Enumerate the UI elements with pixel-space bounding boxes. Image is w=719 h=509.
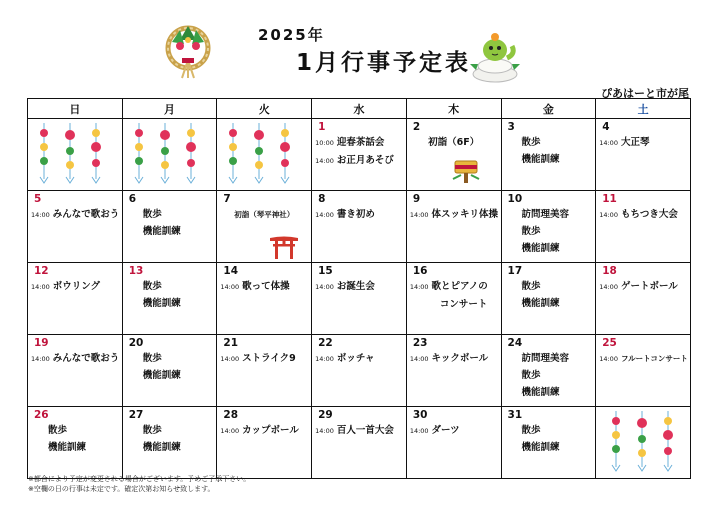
day-number: 13 <box>128 265 144 277</box>
event-item <box>505 367 593 384</box>
kagami-mochi-snake-icon <box>466 24 524 84</box>
day-cell <box>406 119 501 191</box>
weekday-thursday: 木 <box>406 99 501 119</box>
day-number: 17 <box>507 265 523 277</box>
event-text: もちつき大会 <box>620 209 678 220</box>
event-text: 機能訓練 <box>521 298 560 309</box>
day-cell <box>312 191 407 263</box>
event-item <box>315 206 403 224</box>
event-item <box>315 422 403 440</box>
day-number: 15 <box>318 265 333 277</box>
event-item <box>505 350 593 367</box>
day-number: 25 <box>602 337 617 349</box>
event-item <box>410 422 498 440</box>
event-item <box>31 439 119 456</box>
day-cell <box>596 335 691 407</box>
event-time: 14:00 <box>31 355 50 363</box>
event-text: 散歩 <box>142 425 162 436</box>
weekday-sunday: 日 <box>28 99 123 119</box>
day-cell <box>596 263 691 335</box>
event-item <box>126 206 214 223</box>
event-item <box>410 350 498 368</box>
event-text: 機能訓練 <box>521 442 560 453</box>
event-item <box>31 206 119 224</box>
event-text: 迎春茶話会 <box>336 137 385 148</box>
event-item <box>599 278 687 296</box>
day-cell <box>28 191 123 263</box>
event-text: 歌とピアノの <box>431 281 488 292</box>
hanging-charm-icon <box>221 123 305 185</box>
event-text: ストライク9 <box>242 353 296 364</box>
day-cell <box>406 263 501 335</box>
day-number: 1 <box>318 121 326 133</box>
event-item <box>220 422 308 440</box>
day-cell-empty <box>28 119 123 191</box>
event-item <box>126 278 214 295</box>
event-text: 機能訓練 <box>142 442 181 453</box>
day-cell <box>501 191 596 263</box>
weekday-saturday: 土 <box>596 99 691 119</box>
day-cell <box>28 263 123 335</box>
day-cell <box>217 263 312 335</box>
event-item <box>410 278 498 296</box>
event-item <box>31 422 119 439</box>
event-item <box>315 134 403 152</box>
event-text: みんなで歌おう <box>52 209 120 220</box>
day-number: 18 <box>602 265 617 277</box>
day-cell <box>501 119 596 191</box>
event-text: 書き初め <box>336 209 375 220</box>
day-cell <box>406 335 501 407</box>
weekday-header-row <box>28 99 691 119</box>
event-text: カップボール <box>242 425 299 436</box>
event-text: 機能訓練 <box>48 442 87 453</box>
event-item <box>505 223 593 240</box>
day-cell <box>312 335 407 407</box>
event-text: お正月あそび <box>336 155 394 166</box>
day-number: 28 <box>223 409 239 421</box>
event-text: 散歩 <box>521 370 541 381</box>
event-time: 14:00 <box>31 211 50 219</box>
event-item <box>220 278 308 296</box>
event-text: 機能訓練 <box>521 243 560 254</box>
event-text: 機能訓練 <box>142 226 181 237</box>
event-time: 14:00 <box>409 355 429 363</box>
day-cell <box>28 335 123 407</box>
event-text: ゲートボール <box>620 281 678 292</box>
day-number: 24 <box>507 337 523 349</box>
event-item <box>505 439 593 456</box>
event-text: キックボール <box>431 353 489 364</box>
event-text: ボウリング <box>52 281 101 292</box>
week-row <box>28 263 691 335</box>
day-number: 19 <box>34 337 49 349</box>
event-time: 14:00 <box>599 211 618 219</box>
event-item <box>31 278 119 296</box>
day-cell <box>122 335 217 407</box>
event-time: 14:00 <box>220 355 240 363</box>
event-text: お誕生会 <box>336 281 375 292</box>
event-time: 14:00 <box>599 283 618 291</box>
day-cell-empty <box>122 119 217 191</box>
event-text: 訪問理美容 <box>521 353 570 364</box>
day-cell <box>217 407 312 479</box>
day-number: 11 <box>602 193 617 205</box>
day-number: 14 <box>223 265 239 277</box>
day-cell <box>312 119 407 191</box>
day-cell <box>122 263 217 335</box>
event-item <box>599 206 687 224</box>
day-number: 12 <box>34 265 49 277</box>
day-cell <box>406 191 501 263</box>
day-cell <box>596 191 691 263</box>
event-item <box>599 134 687 152</box>
event-time: 14:00 <box>409 283 429 291</box>
facility-name: ぴあはーと市が尾 <box>601 87 689 100</box>
torii-gate-icon <box>269 235 299 259</box>
day-number: 2 <box>412 121 421 133</box>
day-cell <box>596 119 691 191</box>
event-text: 機能訓練 <box>142 298 181 309</box>
day-number: 21 <box>223 337 239 349</box>
day-cell <box>217 191 312 263</box>
day-number: 9 <box>412 193 421 205</box>
day-number: 3 <box>507 121 515 133</box>
event-text: フルートコンサート <box>620 354 688 363</box>
event-text: 訪問理美容 <box>521 209 570 220</box>
day-number: 10 <box>507 193 523 205</box>
event-time: 14:00 <box>599 139 618 147</box>
week-row <box>28 407 691 479</box>
weekday-monday: 月 <box>122 99 217 119</box>
event-item <box>126 439 214 456</box>
event-text: 散歩 <box>142 209 162 220</box>
event-item <box>31 350 119 368</box>
footnote: ※都合により予定が変更される場合がございます。予めご了承下さい。 <box>28 475 251 483</box>
event-time: 14:00 <box>315 283 334 291</box>
event-item <box>315 278 403 296</box>
event-text: 散歩 <box>521 425 541 436</box>
week-row <box>28 119 691 191</box>
day-number: 20 <box>128 337 144 349</box>
day-cell-empty <box>596 407 691 479</box>
event-text: コンサート <box>439 299 488 310</box>
event-time: 14:00 <box>315 355 334 363</box>
event-item <box>220 350 308 368</box>
event-time: 14:00 <box>220 427 240 435</box>
event-text: 初詣（6F） <box>428 137 480 148</box>
event-item <box>315 152 403 170</box>
day-number: 7 <box>223 193 231 205</box>
day-number: 23 <box>412 337 428 349</box>
event-text: ボッチャ <box>336 353 375 364</box>
event-text: 散歩 <box>142 281 162 292</box>
event-item <box>505 384 593 401</box>
event-time: 14:00 <box>31 283 50 291</box>
day-number: 4 <box>602 121 610 133</box>
page-title: 1月行事予定表 <box>296 50 472 76</box>
day-cell <box>122 407 217 479</box>
weekday-tuesday: 火 <box>217 99 312 119</box>
hanging-charm-icon <box>604 411 688 473</box>
day-cell <box>217 335 312 407</box>
week-row <box>28 335 691 407</box>
event-item <box>126 223 214 240</box>
event-item <box>505 422 593 439</box>
event-text: 機能訓練 <box>521 154 560 165</box>
event-text: 大正琴 <box>620 137 650 148</box>
event-text: 初詣（琴平神社） <box>234 210 295 219</box>
event-time: 10:00 <box>315 139 334 147</box>
day-cell <box>501 335 596 407</box>
monthly-calendar <box>27 98 691 479</box>
day-cell <box>312 407 407 479</box>
event-item <box>315 350 403 368</box>
event-item <box>126 367 214 384</box>
day-number: 16 <box>412 265 428 277</box>
day-number: 5 <box>34 193 42 205</box>
event-text: 散歩 <box>521 281 541 292</box>
event-text: 機能訓練 <box>521 387 560 398</box>
event-text: みんなで歌おう <box>52 353 120 364</box>
day-cell <box>312 263 407 335</box>
hanging-charm-icon <box>127 123 211 185</box>
week-row <box>28 191 691 263</box>
weekday-friday: 金 <box>501 99 596 119</box>
event-item <box>599 350 687 368</box>
day-number: 8 <box>318 193 326 205</box>
hanging-charm-icon <box>32 123 116 185</box>
event-time: 14:00 <box>315 211 334 219</box>
day-cell <box>406 407 501 479</box>
event-item <box>126 295 214 312</box>
event-text: 散歩 <box>521 137 541 148</box>
event-item <box>126 350 214 367</box>
day-number: 22 <box>318 337 333 349</box>
event-item <box>505 151 593 168</box>
event-text: 機能訓練 <box>142 370 181 381</box>
lucky-mallet-icon <box>451 155 481 185</box>
event-time: 14:00 <box>409 427 429 435</box>
event-item <box>410 134 498 151</box>
day-number: 26 <box>34 409 49 421</box>
day-cell <box>501 263 596 335</box>
event-text: 体スッキリ体操 <box>431 209 498 220</box>
footnote: ※空欄の日の行事は未定です。確定次第お知らせ致します。 <box>28 485 215 493</box>
footnotes <box>28 474 250 494</box>
event-text: 歌って体操 <box>242 281 290 292</box>
event-time: 14:00 <box>599 355 618 363</box>
day-number: 6 <box>128 193 137 205</box>
day-number: 29 <box>318 409 333 421</box>
event-item <box>220 206 308 223</box>
event-text: 散歩 <box>521 226 541 237</box>
event-item <box>410 296 498 313</box>
event-item <box>505 278 593 295</box>
weekday-wednesday: 水 <box>312 99 407 119</box>
event-text: 散歩 <box>48 425 68 436</box>
event-time: 14:00 <box>409 211 429 219</box>
event-time: 14:00 <box>315 427 334 435</box>
day-number: 31 <box>507 409 523 421</box>
event-item <box>505 240 593 257</box>
calendar-year: 2025年 <box>258 26 325 44</box>
event-item <box>505 295 593 312</box>
event-time: 14:00 <box>315 157 334 165</box>
day-cell-empty <box>217 119 312 191</box>
event-text: 百人一首大会 <box>336 425 394 436</box>
day-cell <box>501 407 596 479</box>
day-cell <box>122 191 217 263</box>
event-item <box>126 422 214 439</box>
new-year-ornament-icon <box>158 20 218 80</box>
event-item <box>505 206 593 223</box>
event-text: ダーツ <box>431 425 460 436</box>
day-number: 30 <box>412 409 428 421</box>
day-number: 27 <box>128 409 144 421</box>
day-cell <box>28 407 123 479</box>
event-item <box>505 134 593 151</box>
event-item <box>410 206 498 224</box>
event-text: 散歩 <box>142 353 162 364</box>
event-time: 14:00 <box>220 283 240 291</box>
